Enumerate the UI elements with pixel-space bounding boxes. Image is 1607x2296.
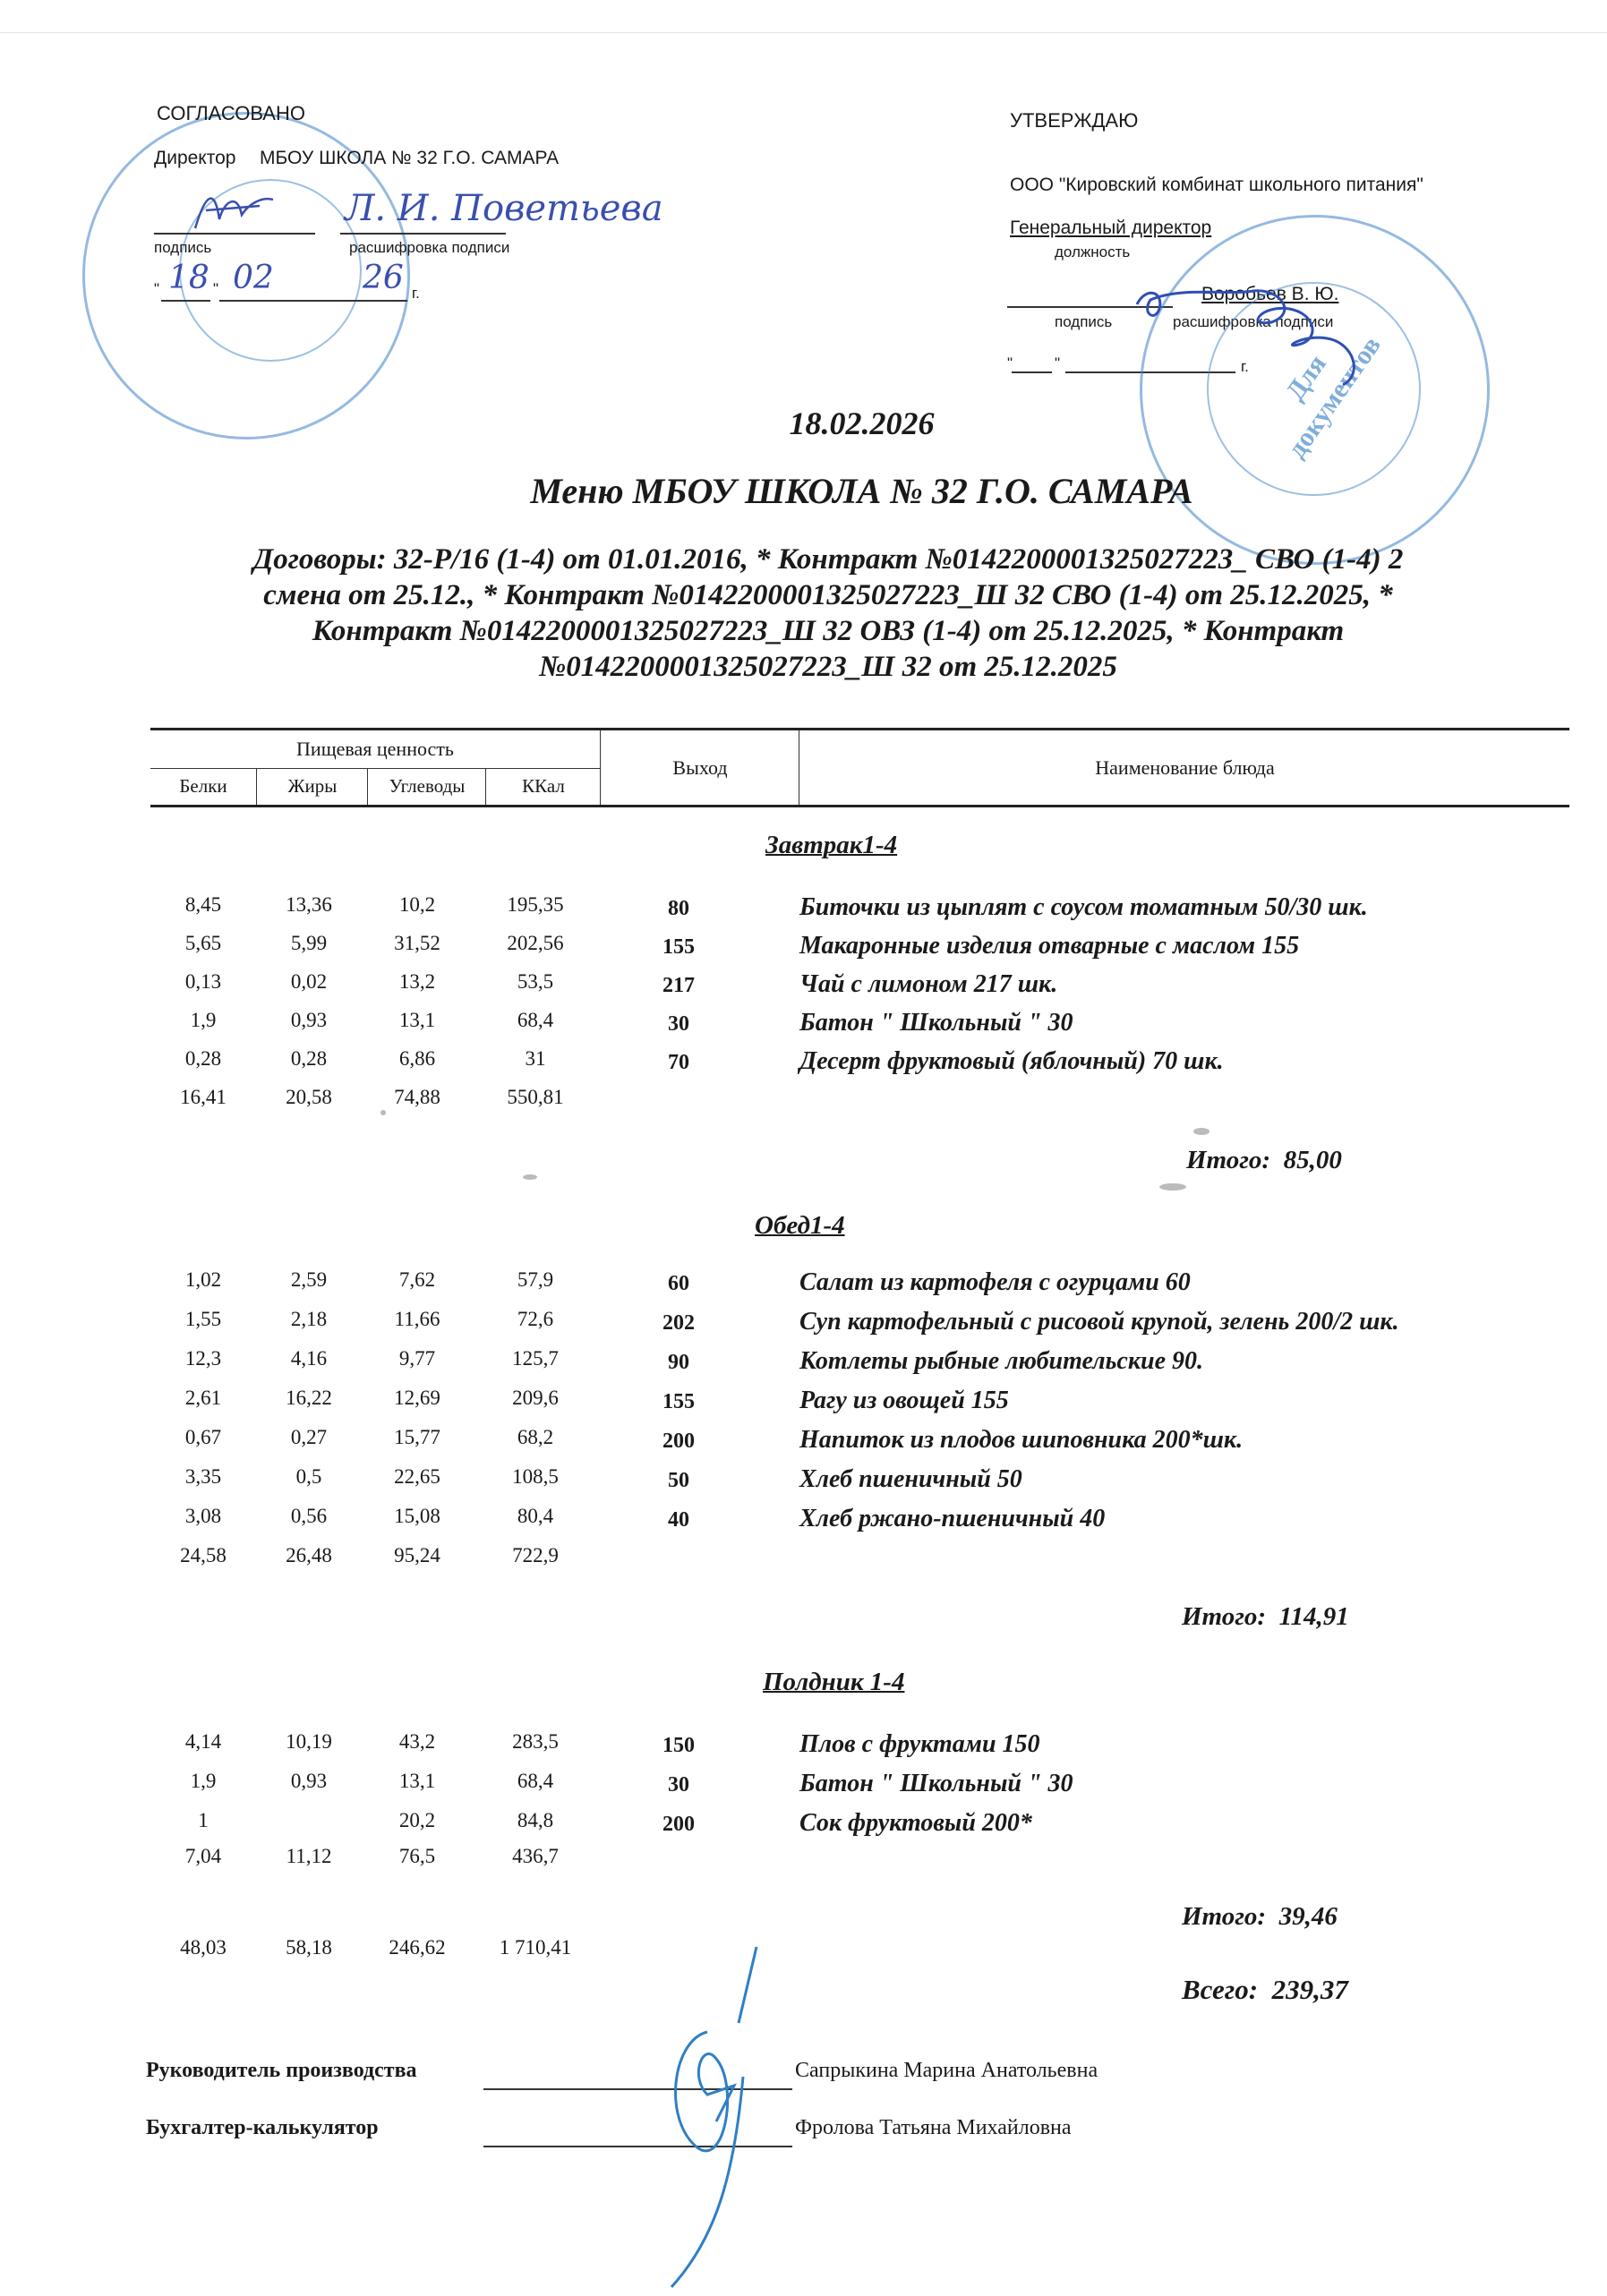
signature-caption: подпись <box>154 239 212 256</box>
kcal: 53,5 <box>517 970 554 993</box>
fats: 10,19 <box>286 1730 332 1753</box>
proteins: 1,02 <box>184 1268 222 1291</box>
carbs: 15,08 <box>394 1505 440 1527</box>
fats: 4,16 <box>290 1347 328 1370</box>
fats: 16,22 <box>286 1387 332 1409</box>
approval-left-title: СОГЛАСОВАНО <box>157 102 305 124</box>
fats: 0,93 <box>290 1770 328 1792</box>
scan-dust <box>1193 1128 1210 1135</box>
fats-subtotal: 11,12 <box>286 1845 332 1867</box>
yield: 155 <box>662 1390 695 1413</box>
approval-left-position: Директор <box>154 148 236 168</box>
yield: 200 <box>662 1430 695 1453</box>
proteins: 4,14 <box>184 1730 222 1753</box>
carbs-subtotal: 95,24 <box>394 1544 440 1566</box>
decode-caption: расшифровка подписи <box>1173 313 1334 330</box>
total-label: Итого: <box>1182 1902 1267 1931</box>
grand-total-value: 239,37 <box>1271 1974 1348 2005</box>
fats: 2,59 <box>290 1268 328 1291</box>
table-row <box>150 1426 1583 1462</box>
dish-name: Макаронные изделия отварные с маслом 155 <box>799 932 1300 960</box>
signature-name: Фролова Татьяна Михайловна <box>795 2116 1072 2139</box>
proteins: 3,08 <box>184 1505 222 1527</box>
yield: 50 <box>668 1469 689 1492</box>
yield: 90 <box>668 1351 689 1374</box>
document-date: 18.02.2026 <box>789 405 935 441</box>
yield: 30 <box>668 1773 689 1797</box>
subtotal-row <box>150 1845 1583 1881</box>
scan-dust <box>523 1174 537 1180</box>
table-row <box>150 1387 1583 1422</box>
dish-name: Салат из картофеля с огурцами 60 <box>799 1268 1191 1296</box>
grand-total <box>1182 1974 1348 2006</box>
fats-subtotal: 20,58 <box>286 1086 332 1108</box>
grand-total-row <box>150 1936 1583 1972</box>
carbs: 9,77 <box>398 1347 436 1370</box>
carbs: 13,1 <box>398 1770 436 1792</box>
kcal: 209,6 <box>512 1387 559 1409</box>
carbs: 10,2 <box>398 893 436 916</box>
carbs: 43,2 <box>398 1730 436 1753</box>
table-row <box>150 1268 1583 1304</box>
carbs-subtotal: 74,88 <box>394 1086 440 1108</box>
proteins-grand-total: 48,03 <box>180 1936 227 1959</box>
yield: 30 <box>668 1012 689 1036</box>
table-row <box>150 932 1583 968</box>
table-row <box>150 1308 1583 1344</box>
proteins-subtotal: 16,41 <box>180 1086 227 1108</box>
header-carbs: Углеводы <box>367 768 486 805</box>
date-day: 18 <box>168 260 209 296</box>
kcal: 68,4 <box>517 1770 554 1792</box>
kcal: 68,2 <box>517 1426 554 1448</box>
signature-role: Руководитель производства <box>146 2059 417 2082</box>
yield: 60 <box>668 1272 689 1295</box>
total-value: 114,91 <box>1278 1602 1349 1631</box>
dish-name: Сок фруктовый 200* <box>799 1809 1032 1837</box>
kcal-subtotal: 550,81 <box>507 1086 564 1108</box>
yield: 80 <box>668 897 689 920</box>
fats-subtotal: 26,48 <box>286 1544 332 1566</box>
kcal: 31 <box>525 1047 546 1070</box>
contracts-line: №0142200001325027223_Ш 32 от 25.12.2025 <box>539 651 1117 683</box>
kcal: 283,5 <box>512 1730 559 1753</box>
carbs-subtotal: 76,5 <box>398 1845 436 1867</box>
yield: 200 <box>662 1813 695 1836</box>
date-year: 26 <box>363 260 404 296</box>
table-row <box>150 893 1583 929</box>
date-quote-close: " <box>213 280 219 297</box>
table-row <box>150 1047 1583 1083</box>
signature-name: Сапрыкина Марина Анатольевна <box>795 2059 1098 2082</box>
header-kcal: ККал <box>485 768 601 805</box>
yield: 40 <box>668 1508 689 1532</box>
signature-caption: подпись <box>1055 313 1113 330</box>
carbs: 15,77 <box>394 1426 440 1448</box>
yield: 150 <box>662 1734 695 1757</box>
director-signature <box>188 184 278 233</box>
header-dish: Наименование блюда <box>799 730 1570 805</box>
contracts-line: смена от 25.12., * Контракт №0142200001325027223_Ш 32 СВО (1-4) от 25.12.2025, * <box>263 579 1393 611</box>
header-yield: Выход <box>600 730 799 805</box>
subtotal-row <box>150 1086 1583 1122</box>
proteins: 1,55 <box>184 1308 222 1330</box>
table-row <box>150 1505 1583 1541</box>
proteins: 2,61 <box>184 1387 222 1409</box>
contracts-line: Контракт №0142200001325027223_Ш 32 ОВЗ (1-4) от 25.12.2025, * Контракт <box>312 615 1345 647</box>
approval-left-organization: МБОУ ШКОЛА № 32 Г.О. САМАРА <box>260 148 560 168</box>
carbs-grand-total: 246,62 <box>389 1936 446 1959</box>
kcal: 84,8 <box>517 1809 554 1831</box>
date-day-line <box>1012 371 1052 373</box>
signatory-name: Воробьев В. Ю. <box>1201 284 1339 304</box>
carbs: 22,65 <box>394 1465 440 1488</box>
table-row <box>150 1730 1583 1766</box>
signature-role: Бухгалтер-калькулятор <box>146 2116 379 2139</box>
approval-right-position: Генеральный директор <box>1010 218 1212 238</box>
yield: 155 <box>662 935 695 959</box>
carbs: 31,52 <box>394 932 440 954</box>
kcal-grand-total: 1 710,41 <box>499 1936 572 1959</box>
section-title-snack: Полдник 1-4 <box>763 1668 905 1696</box>
menu-table-header <box>150 728 1569 807</box>
kcal: 125,7 <box>512 1347 559 1370</box>
header-nutrition-group: Пищевая ценность <box>150 730 600 769</box>
date-month: 02 <box>233 260 274 296</box>
header-fats: Жиры <box>256 768 368 805</box>
section-total <box>1182 1602 1349 1632</box>
proteins: 1 <box>198 1809 209 1831</box>
table-row <box>150 1009 1583 1045</box>
fats: 0,28 <box>290 1047 328 1070</box>
proteins: 8,45 <box>184 893 222 916</box>
contracts-line: Договоры: 32-Р/16 (1-4) от 01.01.2016, * Контракт №0142200001325027223_ СВО (1-4) 2 <box>252 543 1404 576</box>
section-total <box>1186 1146 1342 1175</box>
proteins: 3,35 <box>184 1465 222 1488</box>
section-title-lunch: Обед1-4 <box>755 1211 845 1240</box>
fats: 2,18 <box>290 1308 328 1330</box>
director-name-handwritten: Л. И. Поветьева <box>345 188 663 229</box>
fats: 13,36 <box>286 893 332 916</box>
proteins: 12,3 <box>184 1347 222 1370</box>
fats: 0,27 <box>290 1426 328 1448</box>
header-proteins: Белки <box>179 775 227 797</box>
table-row <box>150 1347 1583 1383</box>
kcal-subtotal: 436,7 <box>512 1845 559 1867</box>
position-caption: должность <box>1055 243 1131 260</box>
total-label: Итого: <box>1182 1602 1267 1631</box>
carbs: 11,66 <box>394 1308 440 1330</box>
section-title-breakfast: Завтрак1-4 <box>765 831 898 859</box>
grand-total-label: Всего: <box>1182 1974 1259 2005</box>
decode-caption: расшифровка подписи <box>349 239 510 256</box>
kcal: 72,6 <box>517 1308 554 1330</box>
yield: 217 <box>662 974 695 997</box>
date-quote-close: " <box>1055 354 1061 371</box>
table-row <box>150 1809 1583 1845</box>
kcal: 202,56 <box>507 932 564 954</box>
kcal: 195,35 <box>507 893 564 916</box>
proteins: 5,65 <box>184 932 222 954</box>
dish-name: Батон " Школьный " 30 <box>799 1770 1073 1797</box>
dish-name: Рагу из овощей 155 <box>799 1387 1009 1414</box>
kcal: 108,5 <box>512 1465 559 1488</box>
carbs: 13,2 <box>398 970 436 993</box>
year-suffix: г. <box>1241 358 1249 375</box>
scan-edge-line <box>0 32 1607 33</box>
fats: 0,93 <box>290 1009 328 1031</box>
dish-name: Суп картофельный с рисовой крупой, зелень 200/2 шк. <box>799 1308 1399 1336</box>
dish-name: Плов с фруктами 150 <box>799 1730 1040 1758</box>
subtotal-row <box>150 1544 1583 1580</box>
yield: 202 <box>662 1311 695 1335</box>
table-row <box>150 1770 1583 1805</box>
total-value: 39,46 <box>1278 1902 1338 1931</box>
kcal: 57,9 <box>517 1268 554 1291</box>
proteins: 0,13 <box>184 970 222 993</box>
total-value: 85,00 <box>1283 1146 1342 1174</box>
fats: 0,56 <box>290 1505 328 1527</box>
director-signature <box>1128 269 1397 394</box>
proteins: 1,9 <box>190 1009 217 1031</box>
carbs: 7,62 <box>398 1268 436 1291</box>
approval-right-title: УТВЕРЖДАЮ <box>1010 109 1139 132</box>
approval-right-organization: ООО "Кировский комбинат школьного питания" <box>1010 175 1423 195</box>
decode-line <box>340 233 506 235</box>
stamp-center-text: Для документов <box>1280 330 1387 464</box>
date-month-line <box>219 300 407 302</box>
section-total <box>1182 1902 1338 1932</box>
proteins-subtotal: 7,04 <box>184 1845 222 1867</box>
proteins: 0,67 <box>184 1426 222 1448</box>
dish-name: Хлеб пшеничный 50 <box>799 1465 1022 1493</box>
dish-name: Котлеты рыбные любительские 90. <box>799 1347 1204 1375</box>
date-quote-open: " <box>154 280 160 297</box>
year-suffix: г. <box>412 285 420 302</box>
signature-line <box>154 233 315 235</box>
kcal: 68,4 <box>517 1009 554 1031</box>
date-day-line <box>161 300 210 302</box>
proteins: 0,28 <box>184 1047 222 1070</box>
carbs: 12,69 <box>394 1387 440 1409</box>
kcal-subtotal: 722,9 <box>512 1544 559 1566</box>
yield: 70 <box>668 1051 689 1074</box>
table-row <box>150 970 1583 1006</box>
proteins: 1,9 <box>190 1770 217 1792</box>
scan-dust <box>1159 1183 1186 1191</box>
production-head-signature <box>654 1942 779 2292</box>
fats: 0,02 <box>290 970 328 993</box>
dish-name: Напиток из плодов шиповника 200*шк. <box>799 1426 1244 1454</box>
fats: 0,5 <box>295 1465 322 1488</box>
document-title: Меню МБОУ ШКОЛА № 32 Г.О. САМАРА <box>530 471 1193 511</box>
dish-name: Хлеб ржано-пшеничный 40 <box>799 1505 1106 1532</box>
carbs: 6,86 <box>398 1047 436 1070</box>
date-quote-open: " <box>1007 354 1013 371</box>
dish-name: Десерт фруктовый (яблочный) 70 шк. <box>799 1047 1224 1075</box>
contracts-block <box>134 542 1522 685</box>
carbs: 20,2 <box>398 1809 436 1831</box>
dish-name: Чай с лимоном 217 шк. <box>799 970 1058 998</box>
dish-name: Батон " Школьный " 30 <box>799 1009 1073 1037</box>
fats-grand-total: 58,18 <box>286 1936 332 1959</box>
kcal: 80,4 <box>517 1505 554 1527</box>
total-label: Итого: <box>1186 1146 1271 1174</box>
scan-dust <box>380 1110 386 1115</box>
dish-name: Биточки из цыплят с соусом томатным 50/30 шк. <box>799 893 1368 921</box>
proteins-subtotal: 24,58 <box>180 1544 227 1566</box>
fats: 5,99 <box>290 932 328 954</box>
carbs: 13,1 <box>398 1009 436 1031</box>
table-row <box>150 1465 1583 1501</box>
